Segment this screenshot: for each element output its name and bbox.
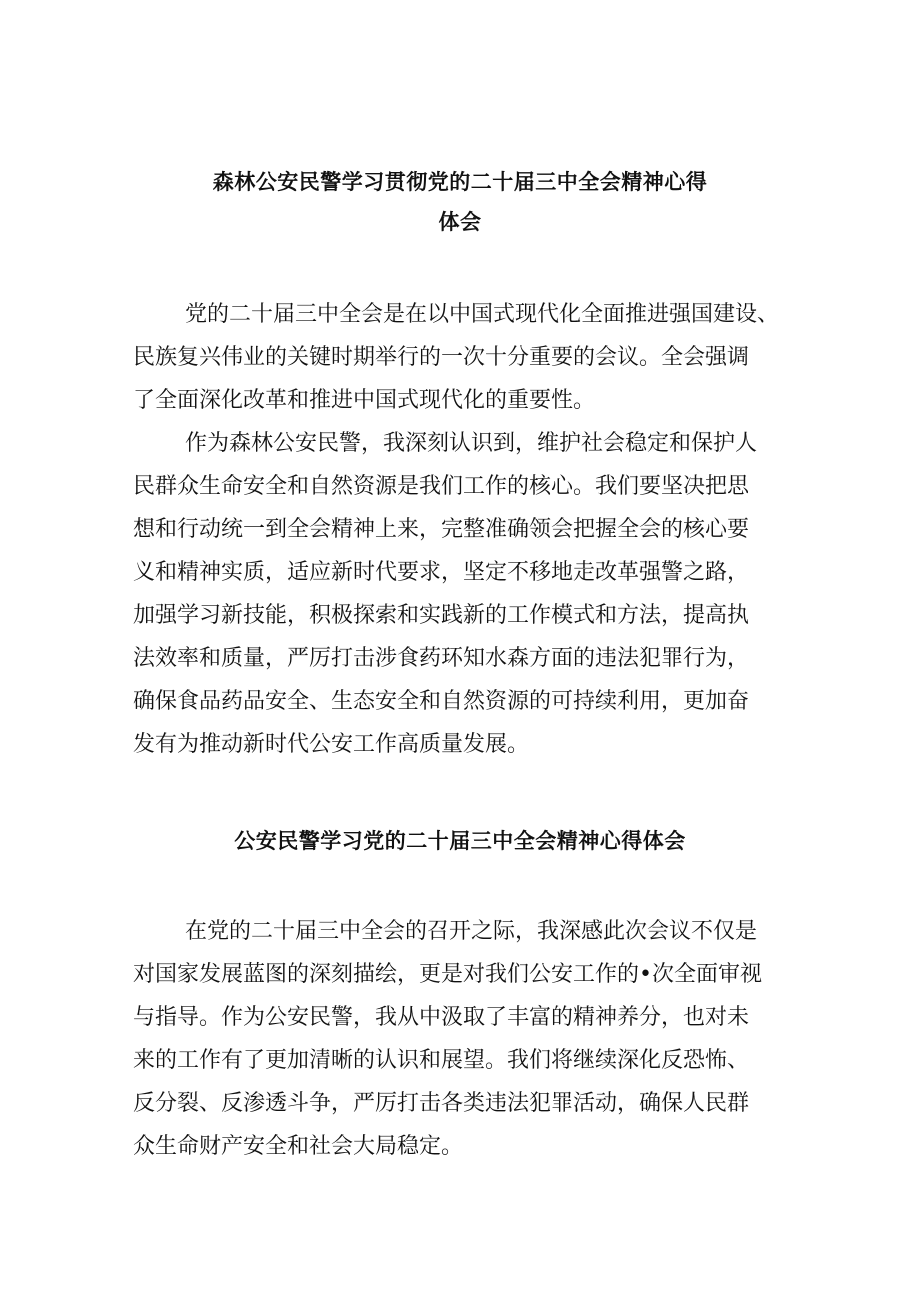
text-line: 想和行动统一到全会精神上来，完整准确领会把握全会的核心要 bbox=[133, 517, 750, 542]
section1-paragraph-2 bbox=[133, 422, 793, 766]
text-line: 民族复兴伟业的关键时期举行的一次十分重要的会议。全会强调 bbox=[133, 345, 750, 370]
text-line: 加强学习新技能，积极探索和实践新的工作模式和方法，提高执 bbox=[133, 603, 750, 628]
text-line: 确保食品药品安全、生态安全和自然资源的可持续利用，更加奋 bbox=[133, 689, 750, 714]
section2-title bbox=[0, 821, 920, 861]
text-line: 义和精神实质，适应新时代要求，坚定不移地走改革强警之路， bbox=[133, 560, 750, 585]
section1-title-line: 体会 bbox=[438, 210, 482, 234]
text-line: 发有为推动新时代公安工作高质量发展。 bbox=[133, 732, 530, 757]
text-line: 与指导。作为公安民警，我从中汲取了丰富的精神养分，也对未 bbox=[133, 1005, 750, 1030]
section1-title-line: 森林公安民警学习贯彻党的二十届三中全会精神心得 bbox=[212, 170, 708, 194]
text-line: 对国家发展蓝图的深刻描绘，更是对我们公安工作的•次全面审视 bbox=[133, 962, 762, 987]
section2-paragraph bbox=[133, 910, 793, 1168]
text-line: 众生命财产安全和社会大局稳定。 bbox=[133, 1134, 464, 1159]
section2-title-line: 公安民警学习党的二十届三中全会精神心得体会 bbox=[234, 829, 686, 853]
text-line: 反分裂、反渗透斗争，严厉打击各类违法犯罪活动，确保人民群 bbox=[133, 1091, 750, 1116]
text-line: 法效率和质量，严厉打击涉食药环知水森方面的违法犯罪行为， bbox=[133, 646, 750, 671]
text-line: 党的二十届三中全会是在以中国式现代化全面推进强国建设、 bbox=[185, 302, 780, 327]
text-line: 了全面深化改革和推进中国式现代化的重要性。 bbox=[133, 388, 596, 413]
text-line: 民群众生命安全和自然资源是我们工作的核心。我们要坚决把思 bbox=[133, 474, 750, 499]
text-line: 来的工作有了更加清晰的认识和展望。我们将继续深化反恐怖、 bbox=[133, 1048, 750, 1073]
section1-title bbox=[0, 162, 920, 242]
text-line: 作为森林公安民警，我深刻认识到，维护社会稳定和保护人 bbox=[185, 431, 758, 456]
section1-paragraph-1 bbox=[133, 293, 793, 422]
text-line: 在党的二十届三中全会的召开之际，我深感此次会议不仅是 bbox=[185, 919, 758, 944]
